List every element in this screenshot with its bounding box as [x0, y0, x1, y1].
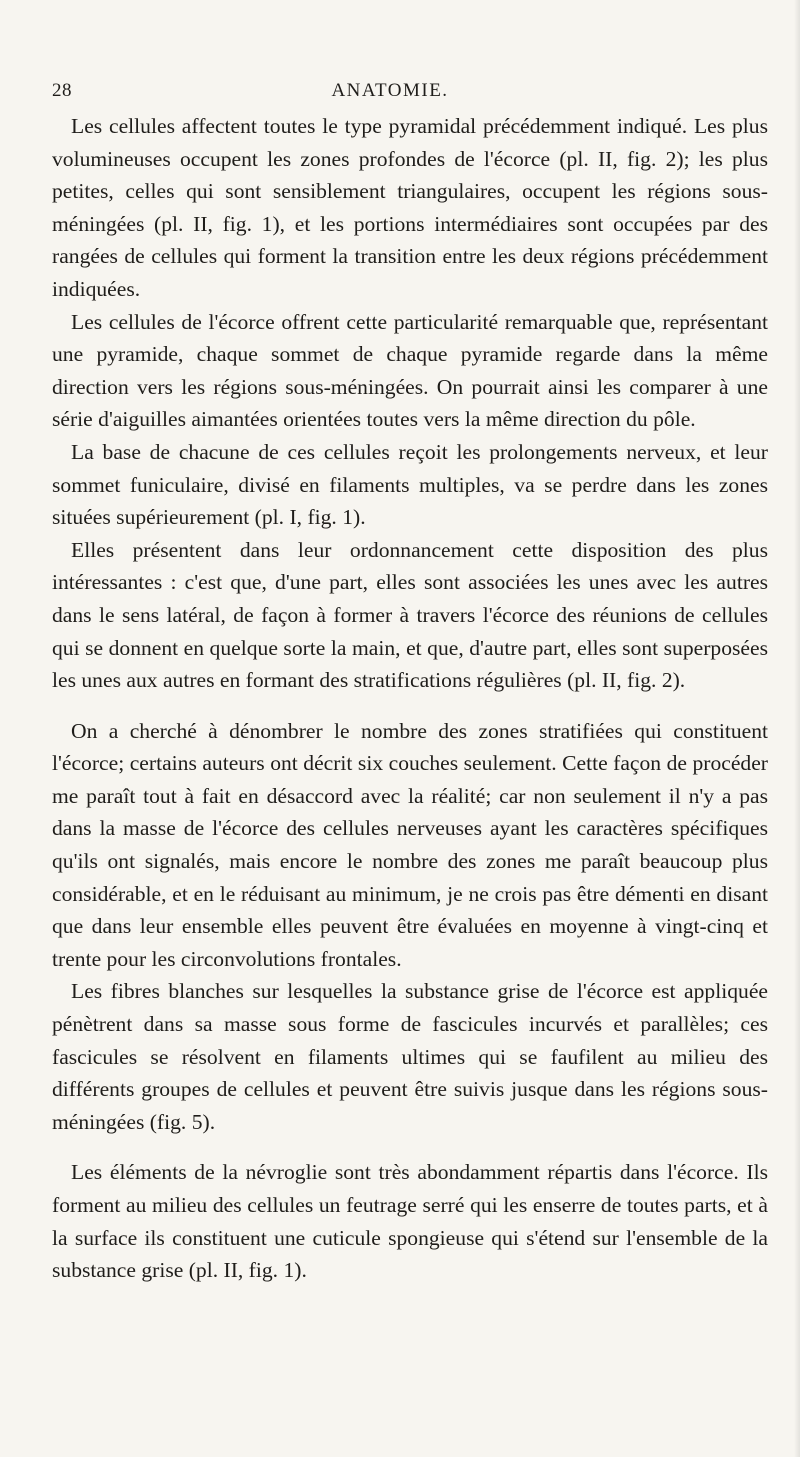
page-number: 28 — [52, 80, 72, 101]
paragraph: Elles présentent dans leur ordonnancement cette disposition des plus intéressantes : c'est que, d'une part, elles sont associées les unes avec les autres dans le sens latéral, de façon à former à travers l'écorce des réunions de cellules qui se donnent en quelque sorte la main, et que, d'autre part, elles sont superposées les unes aux autres en formant des stratifications régulières (pl. II, fig. 2). — [52, 537, 768, 693]
paragraph: Les cellules affectent toutes le type pyramidal précédemment indiqué. Les plus volumineuses occupent les zones profondes de l'écorce (pl. II, fig. 2); les plus petites, celles qui sont sensiblement triangulaires, occupent les régions sous-méningées (pl. II, fig. 1), et les portions intermédiaires sont occupées par des rangées de cellules qui forment la transition entre les deux régions précédemment indiquées. — [52, 114, 768, 301]
page-header — [52, 80, 728, 110]
paragraph: La base de chacune de ces cellules reçoit les prolongements nerveux, et leur sommet funiculaire, divisé en filaments multiples, va se perdre dans les zones situées supérieurement (pl. I, fig. 1). — [52, 439, 768, 530]
paragraph: On a cherché à dénombrer le nombre des zones stratifiées qui constituent l'écorce; certains auteurs ont décrit six couches seulement. Cette façon de procéder me paraît tout à fait en désaccord avec la réalité; car non seulement il n'y a pas dans la masse de l'écorce des cellules nerveuses ayant les caractères spécifiques qu'ils ont signalés, mais encore le nombre des zones me paraît beaucoup plus considérable, et en le réduisant au minimum, je ne crois pas être démenti en disant que dans leur ensemble elles peuvent être évaluées en moyenne à vingt-cinq et trente pour les circonvolutions frontales. — [52, 718, 768, 971]
running-head: ANATOMIE. — [331, 80, 449, 101]
paragraph: Les fibres blanches sur lesquelles la substance grise de l'écorce est appliquée pénètrent dans sa masse sous forme de fascicules incurvés et parallèles; ces fascicules se résolvent en filaments ultimes qui se faufilent au milieu des différents groupes de cellules et peuvent être suivis jusque dans les régions sous-méningées (fig. 5). — [52, 979, 768, 1134]
paragraph: Les cellules de l'écorce offrent cette particularité remarquable que, représentant une pyramide, chaque sommet de chaque pyramide regarde dans la même direction vers les régions sous-méningées. On pourrait ainsi les comparer à une série d'aiguilles aimantées orientées toutes vers la même direction du pôle. — [52, 309, 768, 432]
page-edge-shadow — [794, 0, 800, 1457]
body-text — [52, 110, 768, 1287]
paragraph: Les éléments de la névroglie sont très abondamment répartis dans l'écorce. Ils forment au milieu des cellules un feutrage serré qui les enserre de toutes parts, et à la surface ils constituent une cuticule spongieuse qui s'étend sur l'ensemble de la substance grise (pl. II, fig. 1). — [52, 1160, 768, 1283]
